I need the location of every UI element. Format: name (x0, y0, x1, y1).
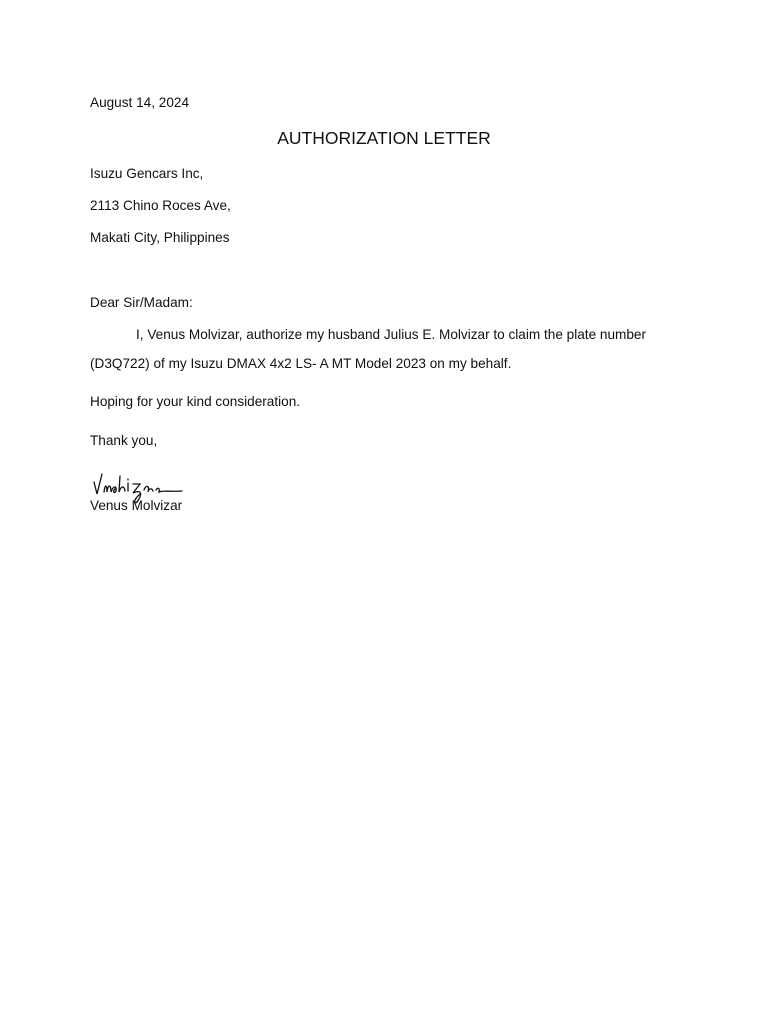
sign-off: Thank you, (90, 433, 158, 448)
body-line-2: (D3Q722) of my Isuzu DMAX 4x2 LS- A MT Model 2023 on my behalf. (90, 356, 512, 371)
closing-line: Hoping for your kind consideration. (90, 394, 301, 409)
recipient-line-1: Isuzu Gencars Inc, (90, 166, 204, 181)
recipient-line-3: Makati City, Philippines (90, 230, 230, 245)
letter-title: AUTHORIZATION LETTER (277, 128, 491, 148)
salutation: Dear Sir/Madam: (90, 295, 193, 310)
letter-date: August 14, 2024 (90, 95, 190, 110)
recipient-line-2: 2113 Chino Roces Ave, (90, 198, 231, 213)
body-line-1: I, Venus Molvizar, authorize my husband Julius E. Molvizar to claim the plate number (136, 327, 647, 342)
signatory-name: Venus Molvizar (90, 498, 183, 513)
